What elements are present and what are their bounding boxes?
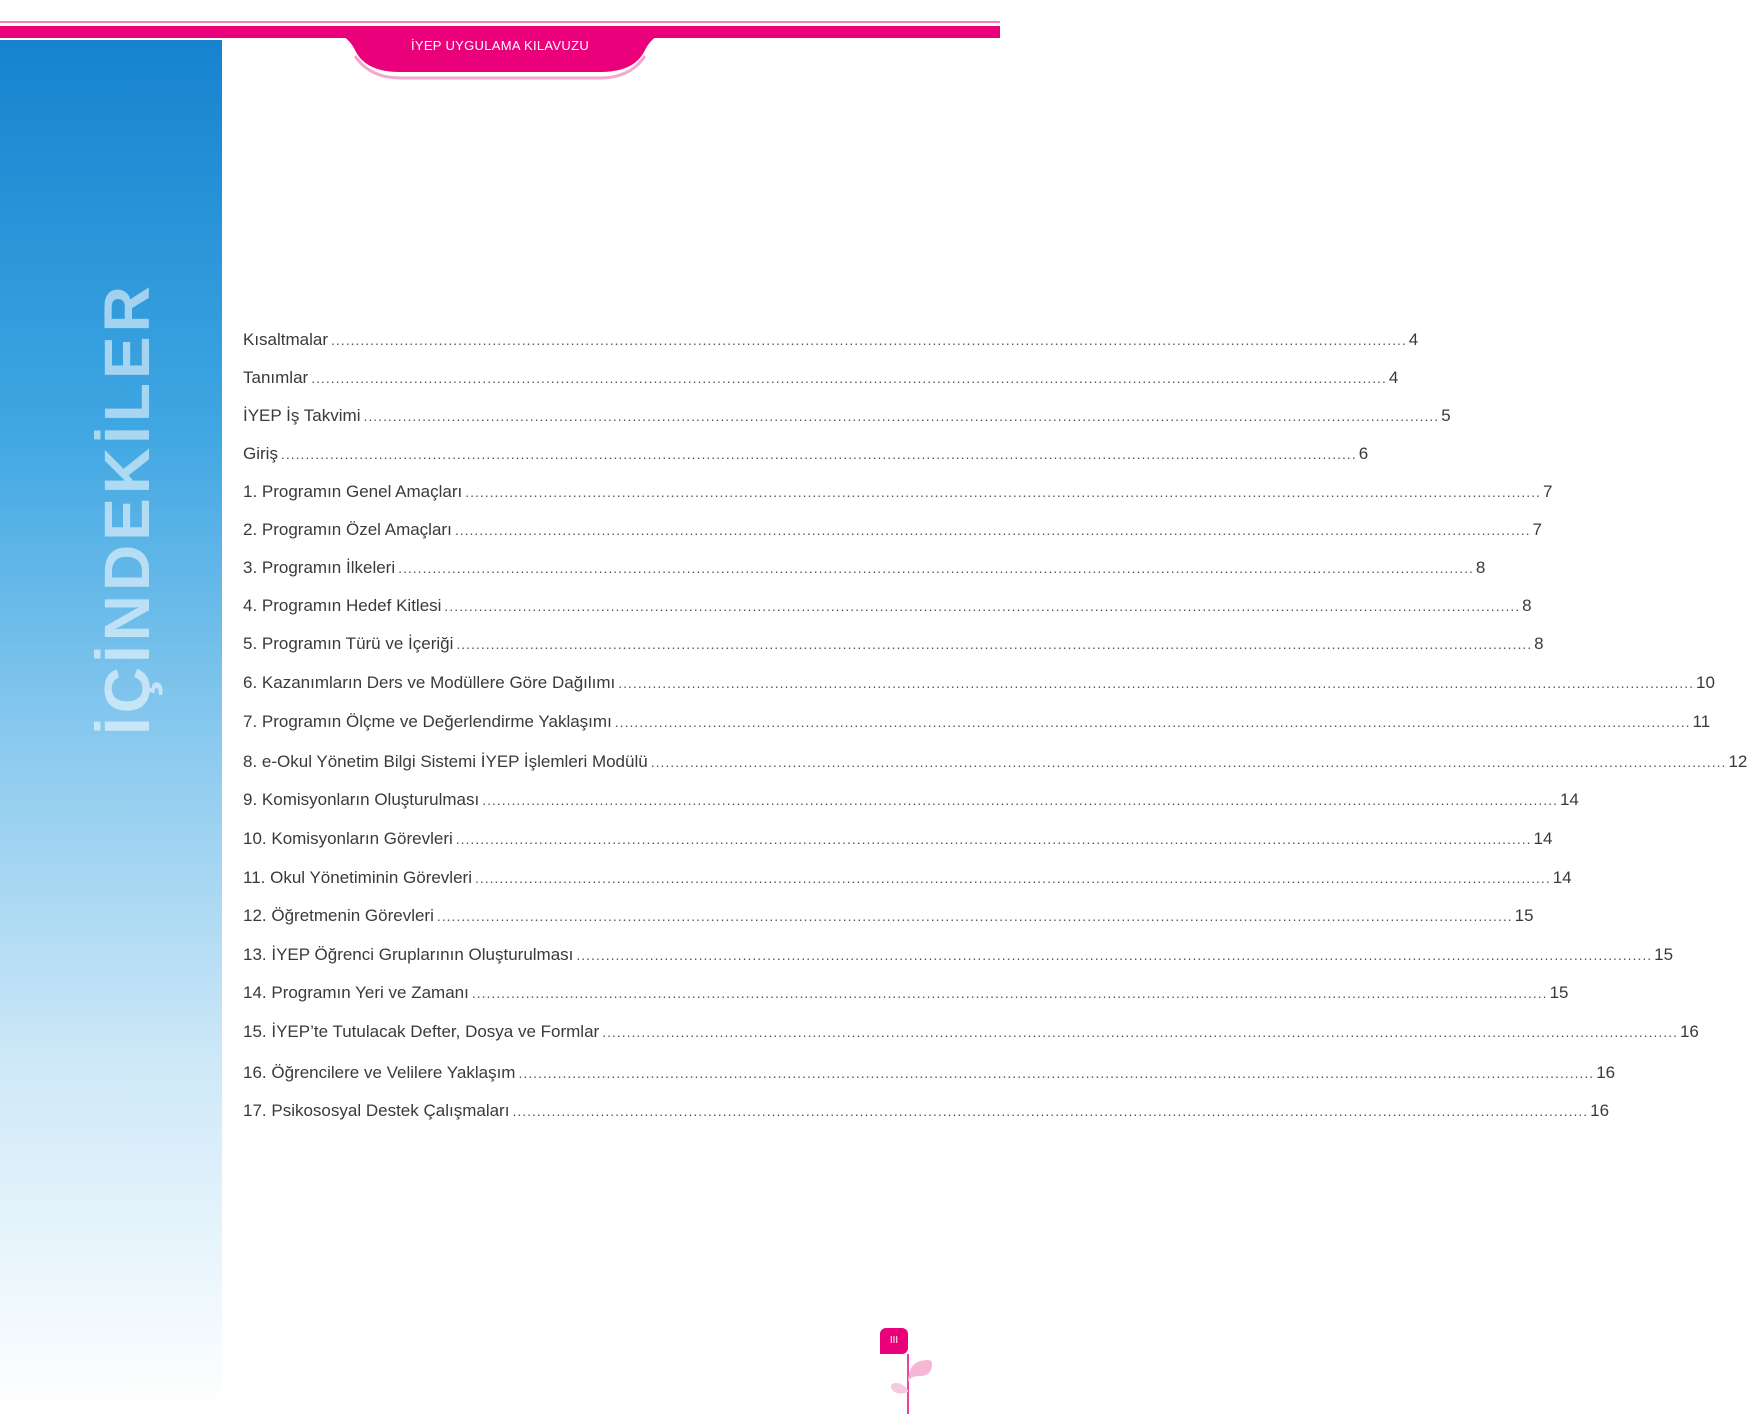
toc-dot-leader: ............................................................................................................................................................................................................................ [363,408,1440,424]
toc-entry-page: 4 [1408,330,1419,349]
toc-entry[interactable] [243,482,1553,508]
header-title: İYEP UYGULAMA KILAVUZU [410,38,590,53]
toc-entry[interactable] [243,406,1451,432]
toc-entry-title: 9. Komisyonların Oluşturulması [243,790,480,809]
toc-dot-leader: ............................................................................................................................................................................................................................ [444,598,1521,614]
toc-entry-title: 16. Öğrencilere ve Velilere Yaklaşım [243,1063,516,1082]
toc-entry[interactable] [243,558,1486,584]
toc-dot-leader: ............................................................................................................................................................................................................................ [456,636,1533,652]
toc-entry[interactable] [243,712,1711,738]
toc-dot-leader: ............................................................................................................................................................................................................................ [576,947,1653,963]
toc-dot-leader: ............................................................................................................................................................................................................................ [311,370,1387,386]
toc-entry-title: 15. İYEP’te Tutulacak Defter, Dosya ve Formlar [243,1022,600,1041]
toc-entry-page: 15 [1549,983,1569,1002]
toc-entry-title: Kısaltmalar [243,330,329,349]
toc-entry-title: 3. Programın İlkeleri [243,558,396,577]
toc-entry-title: 1. Programın Genel Amaçları [243,482,463,501]
toc-entry-title: 5. Programın Türü ve İçeriği [243,634,454,653]
toc-dot-leader: ............................................................................................................................................................................................................................ [331,332,1407,348]
toc-dot-leader: ............................................................................................................................................................................................................................ [482,792,1558,808]
toc-dot-leader: ............................................................................................................................................................................................................................ [398,560,1474,576]
toc-dot-leader: ............................................................................................................................................................................................................................ [436,908,1513,924]
toc-dot-leader: ............................................................................................................................................................................................................................ [465,484,1541,500]
toc-entry-title: 12. Öğretmenin Görevleri [243,906,434,925]
toc-entry-title: 8. e-Okul Yönetim Bilgi Sistemi İYEP İşlemleri Modülü [243,752,648,771]
contents-title: İÇİNDEKİLER [91,282,163,735]
toc-entry-title: 17. Psikososyal Destek Çalışmaları [243,1101,510,1120]
toc-dot-leader: ............................................................................................................................................................................................................................ [602,1024,1678,1040]
toc-entry-page: 15 [1514,906,1534,925]
toc-entry-title: 14. Programın Yeri ve Zamanı [243,983,469,1002]
toc-entry-page: 12 [1728,752,1747,771]
toc-entry[interactable] [243,444,1369,470]
toc-entry[interactable] [243,790,1579,816]
toc-entry[interactable] [243,520,1543,546]
toc-entry[interactable] [243,945,1674,971]
toc-dot-leader: ............................................................................................................................................................................................................................ [614,714,1691,730]
toc-entry-title: İYEP İş Takvimi [243,406,361,425]
toc-entry-title: 10. Komisyonların Görevleri [243,829,453,848]
toc-entry-page: 4 [1388,368,1399,387]
toc-entry-page: 16 [1596,1063,1616,1082]
toc-entry-title: 11. Okul Yönetiminin Görevleri [243,868,472,887]
toc-entry-page: 15 [1654,945,1674,964]
toc-entry[interactable] [243,1063,1616,1089]
toc-entry-title: 4. Programın Hedef Kitlesi [243,596,442,615]
toc-entry-page: 10 [1696,673,1715,692]
toc-entry[interactable] [243,368,1399,394]
toc-entry-page: 6 [1358,444,1369,463]
toc-entry-page: 8 [1534,634,1544,653]
toc-entry[interactable] [243,330,1419,356]
toc-dot-leader: ............................................................................................................................................................................................................................ [512,1103,1589,1119]
toc-entry-page: 16 [1679,1022,1699,1041]
toc-dot-leader: ............................................................................................................................................................................................................................ [518,1065,1595,1081]
toc-entry[interactable] [243,596,1532,622]
toc-entry-page: 14 [1533,829,1553,848]
toc-entry-title: Giriş [243,444,278,463]
toc-entry-title: 2. Programın Özel Amaçları [243,520,452,539]
toc-entry[interactable] [243,752,1747,778]
toc-entry[interactable] [243,1022,1699,1048]
toc-entry[interactable] [243,1101,1610,1127]
toc-entry-title: Tanımlar [243,368,309,387]
toc-entry[interactable] [243,634,1544,660]
toc-dot-leader: ............................................................................................................................................................................................................................ [474,870,1551,886]
toc-dot-leader: ............................................................................................................................................................................................................................ [618,675,1694,691]
toc-entry-page: 16 [1590,1101,1610,1120]
toc-entry-page: 14 [1559,790,1579,809]
toc-entry-title: 13. İYEP Öğrenci Gruplarının Oluşturulması [243,945,574,964]
toc-entry-page: 7 [1542,482,1553,501]
toc-entry[interactable] [243,983,1569,1009]
toc-entry[interactable] [243,673,1715,699]
toc-entry[interactable] [243,868,1572,894]
toc-entry-page: 5 [1441,406,1451,425]
toc-entry-page: 14 [1552,868,1572,887]
toc-dot-leader: ............................................................................................................................................................................................................................ [280,446,1357,462]
toc-entry-page: 7 [1532,520,1543,539]
toc-dot-leader: ............................................................................................................................................................................................................................ [454,522,1531,538]
toc-dot-leader: ............................................................................................................................................................................................................................ [650,754,1727,770]
page-number-badge: III [880,1328,908,1354]
toc-entry-title: 6. Kazanımların Ders ve Modüllere Göre Dağılımı [243,673,616,692]
toc-entry-title: 7. Programın Ölçme ve Değerlendirme Yaklaşımı [243,712,612,731]
toc-entry[interactable] [243,829,1553,855]
toc-entry-page: 8 [1522,596,1532,615]
toc-dot-leader: ............................................................................................................................................................................................................................ [455,831,1532,847]
toc-entry[interactable] [243,906,1534,932]
toc-entry-page: 11 [1692,712,1711,731]
toc-dot-leader: ............................................................................................................................................................................................................................ [471,985,1548,1001]
toc-entry-page: 8 [1475,558,1486,577]
